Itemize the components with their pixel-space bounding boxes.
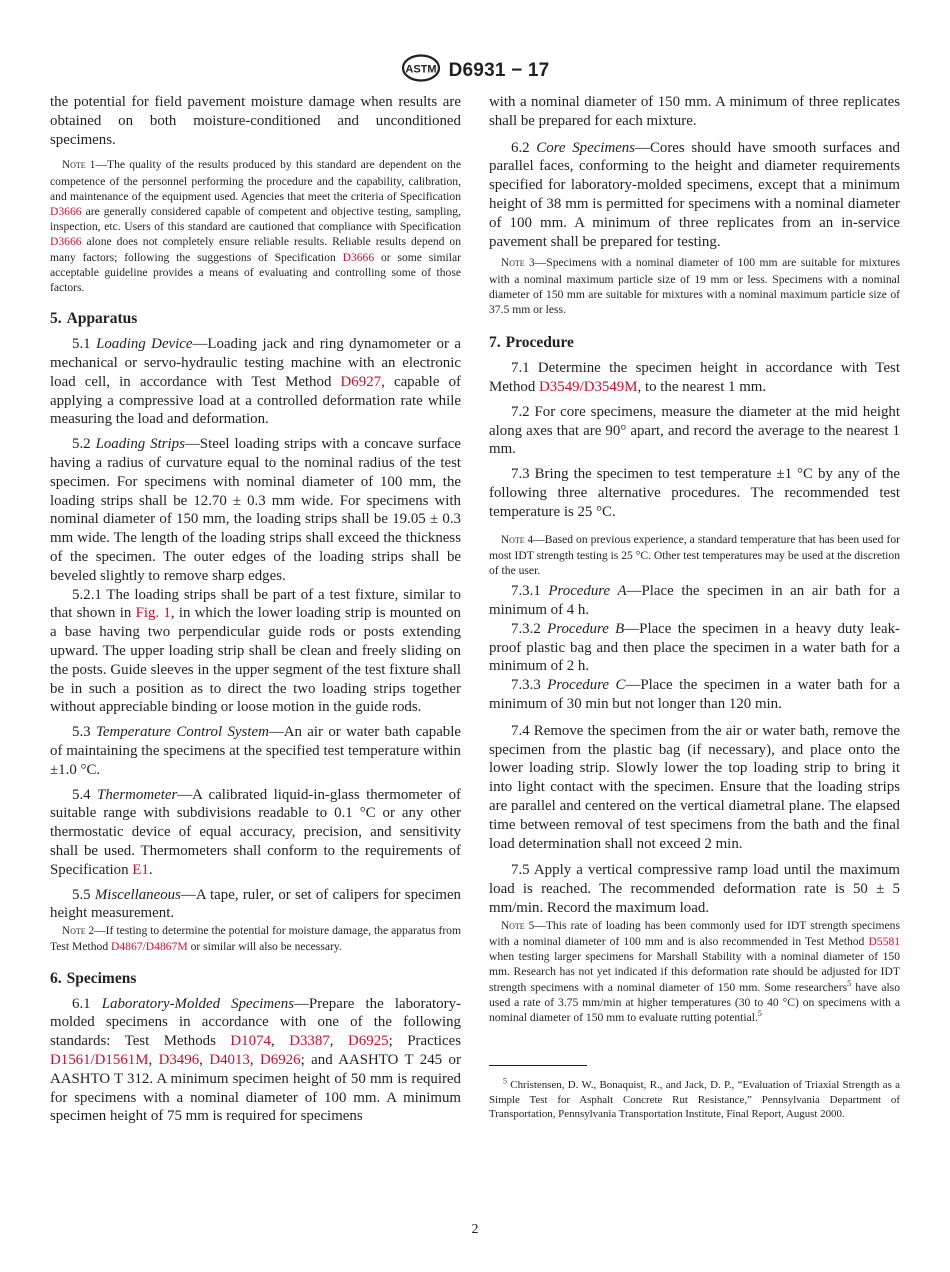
ref-link[interactable]: D4013 <box>209 1051 250 1068</box>
paragraph-5-1: 5.1 Loading Device—Loading jack and ring dynamometer or a mechanical or servo-hydraulic testing machine with an electronic load cell, in accordance with Test Method D6927, capable of applying a compressive load at a controlled deformation rate while measuring the load and deformation. <box>50 336 461 428</box>
ref-link[interactable]: D3549/D3549M <box>539 378 638 395</box>
page-header <box>0 54 950 87</box>
ref-link[interactable]: D1074 <box>230 1033 271 1050</box>
figure-link[interactable]: Fig. 1 <box>135 605 171 622</box>
note-label: Note 5 <box>501 919 535 932</box>
footnote-5: $^5$ Christensen, D. W., Bonaquist, R., and Jack, D. P., “Evaluation of Triaxial Strength as a Simple Test for Asphalt Concrete Rut Resistance,” Pennsylvania Department of Transportation, Pennsylvania Transportation Institute, Final Report, August 2000. <box>489 1076 900 1120</box>
paragraph-5-3: 5.3 Temperature Control System—An air or water bath capable of maintaining the specimens at the specified test temperature within ±1.0 °C. <box>50 724 461 778</box>
ref-link[interactable]: D3666 <box>50 235 82 249</box>
ref-link[interactable]: D5581 <box>868 934 900 948</box>
footnote-number: 5 <box>503 1076 507 1086</box>
page-number: 2 <box>471 1222 479 1237</box>
intro-paragraph: the potential for field pavement moisture damage when results are obtained on both moisture-conditioned and unconditioned specimens. <box>50 94 461 148</box>
paragraph-5-4: 5.4 Thermometer—A calibrated liquid-in-glass thermometer of suitable range with subdivisions readable to 0.1 °C or any other thermostatic device of equal accuracy, precision, and sensitivity shall be used. Thermometers shall conform to the requirements of Specification E1. <box>50 786 461 878</box>
ref-link[interactable]: D3666 <box>50 205 82 218</box>
right-column <box>489 93 900 1121</box>
ref-link[interactable]: D3387 <box>289 1033 330 1050</box>
paragraph-7-2: 7.2 For core specimens, measure the diameter at the mid height along axes that are 90° apart, and record the average to the nearest 1 mm. <box>489 403 900 458</box>
left-column <box>50 93 461 1126</box>
astm-logo-text: ASTM <box>405 63 437 76</box>
note-label: Note 2 <box>62 925 95 938</box>
note-2: Note 2—If testing to determine the potential for moisture damage, the apparatus from Test Method D4867/D4867M or similar will also be necessary. <box>50 924 461 954</box>
section-heading-procedure: 7. Procedure <box>489 334 574 352</box>
paragraph-7-4: 7.4 Remove the specimen from the air or water bath, remove the specimen from the plastic bag (if necessary), and place onto the lower loading strip. Slowly lower the top loading strip to bring it into light contact with the specimen. Ensure that the loading strips are parallel and centered on the vertical diametral plane. The elapsed time between removal of test specimens from the bath and the final load determination shall not exceed 2 min. <box>489 722 900 852</box>
ref-link[interactable]: D3666 <box>342 250 375 264</box>
ref-link[interactable]: D6927 <box>340 373 382 390</box>
astm-logo <box>401 54 441 87</box>
note-label: Note 3 <box>501 257 535 270</box>
note-label: Note 1 <box>62 159 96 172</box>
ref-link[interactable]: D6926 <box>260 1051 301 1068</box>
paragraph-5-2: 5.2 Loading Strips—Steel loading strips with a concave surface having a radius of curvature equal to the nominal radius of the test specimen. For specimens with nominal diameter of 100 mm, the loading strips shall be 12.70 ± 0.3 mm wide. For specimens with nominal diameter of 150 mm, the loading strips shall be 19.05 ± 0.3 mm wide. The length of the loading strips shall exceed the thickness of the specimen. The outer edges of the loading strips shall be beveled slightly to remove sharp edges. <box>50 436 461 584</box>
ref-link[interactable]: D4867/D4867M <box>111 940 188 954</box>
ref-link[interactable]: D6925 <box>348 1033 389 1050</box>
note-5: Note 5—This rate of loading has been commonly used for IDT strength specimens with a nominal diameter of 100 mm and is also recommended in Test Method D5581 when testing larger specimens for Marshall Stability with a nominal diameter of 150 mm. Research has not yet indicated if this deformation rate should be adjusted for IDT strength specimens with a nominal diameter of 150 mm. Some researchers$^5$ have also used a rate of 3.75 mm/min at higher temperatures (30 to 40 °C) on specimens with a nominal diameter of 150 mm to evaluate rutting potential.$^5$ <box>489 918 900 1024</box>
paragraph-6-2: 6.2 Core Specimens—Cores should have smooth surfaces and parallel faces, conforming to the height and diameter requirements specified for laboratory-molded specimens, except that a minimum height of 38 mm is permitted for specimens with a nominal diameter of 100 mm. A minimum of three replicates from an in-service pavement shall be prepared for testing. <box>489 139 900 250</box>
paragraph-5-2-1: 5.2.1 The loading strips shall be part of a test fixture, similar to that shown in Fig. 1, in which the lower loading strip is mounted on a base having two perpendicular guide rods or posts extending upward. The upper loading strip shall be clean and freely sliding on the posts. Guide sleeves in the upper segment of the test fixture shall be in such a position as to direct the two loading strips together without appreciable binding or loose motion in the guide rods. <box>50 586 461 716</box>
footnote-marker[interactable]: 5 <box>847 978 852 988</box>
note-1: Note 1—The quality of the results produced by this standard are dependent on the competence of the personnel performing the procedure and the capability, calibration, and maintenance of the equipment used. Agencies that meet the criteria of Specification D3666 are generally considered capable of competent and objective testing, sampling, inspection, etc. Users of this standard are cautioned that compliance with Specification D3666 alone does not completely ensure reliable results. Reliable results depend on many factors; following the suggestions of Specification D3666 or some similar acceptable guideline provides a means of evaluating and controlling some of those factors. <box>50 158 461 295</box>
note-4: Note 4—Based on previous experience, a standard temperature that has been used for most IDT strength testing is 25 °C. Other test temperatures may be used at the discretion of the user. <box>489 532 900 577</box>
note-3: Note 3—Specimens with a nominal diameter of 100 mm are suitable for mixtures with a nominal maximum particle size of 19 mm or less. Specimens with a nominal diameter of 150 mm are suitable for mixtures with a nominal maximum particle size of 37.5 mm or less. <box>489 256 900 316</box>
note-label: Note 4 <box>501 533 534 546</box>
paragraph-7-3: 7.3 Bring the specimen to test temperature ±1 °C by any of the following three alternative procedures. The recommended test temperature is 25 °C. <box>489 466 900 520</box>
ref-link[interactable]: E1 <box>132 861 149 878</box>
section-heading-specimens: 6. Specimens <box>50 969 137 987</box>
section-heading-apparatus: 5. Apparatus <box>50 310 138 328</box>
paragraph-7-1: 7.1 Determine the specimen height in accordance with Test Method D3549/D3549M, to the nearest 1 mm. <box>489 360 900 395</box>
footnote-marker[interactable]: 5 <box>757 1009 762 1019</box>
paragraph-7-3-2: 7.3.2 Procedure B—Place the specimen in a heavy duty leak-proof plastic bag and then place the specimen in a water bath for a minimum of 2 h. <box>489 620 900 675</box>
paragraph-5-5: 5.5 Miscellaneous—A tape, ruler, or set of calipers for specimen height measurement. <box>50 886 462 922</box>
paragraph-7-3-1: 7.3.1 Procedure A—Place the specimen in an air bath for a minimum of 4 h. <box>489 583 900 618</box>
designation-code: D6931 − 17 <box>448 59 550 81</box>
ref-link[interactable]: D1561/D1561M <box>50 1051 149 1068</box>
paragraph-6-1: 6.1 Laboratory-Molded Specimens—Prepare the laboratory-molded specimens in accordance with one of the following standards: Test Methods D1074, D3387, D6925; Practices D1561/D1561M, D3496, D4013, D6926; and AASHTO T 245 or AASHTO T 312. A minimum specimen height of 50 mm is required for specimens with a nominal diameter of 100 mm. A minimum specimen height of 75 mm is required for specimens <box>50 995 462 1125</box>
ref-link[interactable]: D3496 <box>158 1051 200 1068</box>
paragraph-7-5: 7.5 Apply a vertical compressive ramp load until the maximum load is reached. The recommended deformation rate is 50 ± 5 mm/min. Record the maximum load. <box>489 862 900 916</box>
paragraph-6-1-continued: with a nominal diameter of 150 mm. A minimum of three replicates shall be prepared for each mixture. <box>489 94 900 129</box>
paragraph-7-3-3: 7.3.3 Procedure C—Place the specimen in a water bath for a minimum of 30 min but not longer than 120 min. <box>489 677 900 712</box>
